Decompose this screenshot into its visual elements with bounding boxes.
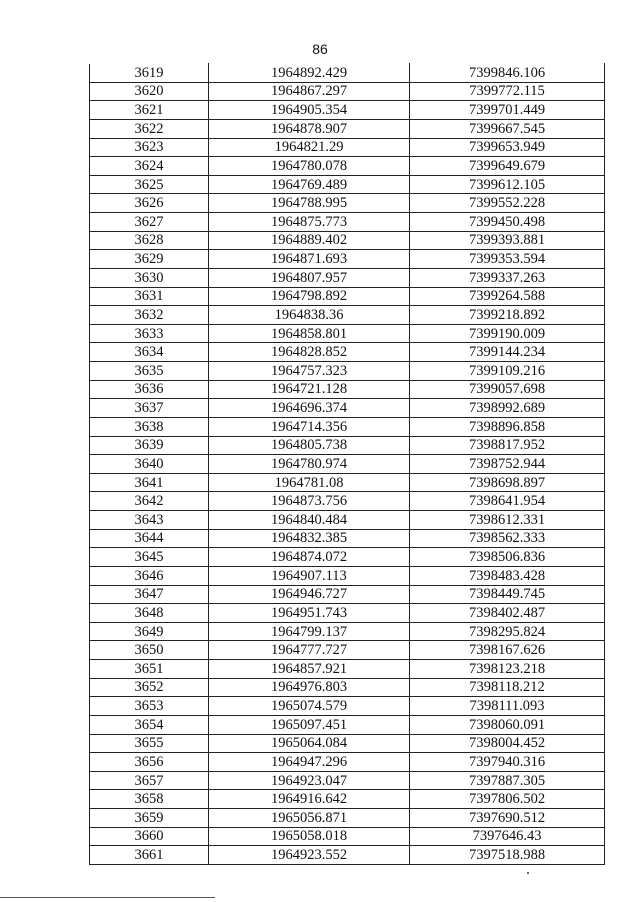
x-coordinate-cell: 1964798.892 <box>209 287 410 306</box>
table-row <box>90 343 605 362</box>
y-coordinate-cell: 7398698.897 <box>410 473 605 492</box>
y-coordinate-cell: 7398896.858 <box>410 417 605 436</box>
x-coordinate-cell: 1964946.727 <box>209 585 410 604</box>
point-number-cell: 3637 <box>90 399 209 418</box>
y-coordinate-cell: 7397940.316 <box>410 753 605 772</box>
x-coordinate-cell: 1964838.36 <box>209 306 410 325</box>
y-coordinate-cell: 7399264.588 <box>410 287 605 306</box>
x-coordinate-cell: 1964807.957 <box>209 268 410 287</box>
x-coordinate-cell: 1964867.297 <box>209 82 410 101</box>
table-row <box>90 380 605 399</box>
y-coordinate-cell: 7398167.626 <box>410 641 605 660</box>
y-coordinate-cell: 7397518.988 <box>410 846 605 865</box>
table-row <box>90 138 605 157</box>
table-row <box>90 809 605 828</box>
table-row <box>90 734 605 753</box>
x-coordinate-cell: 1965064.084 <box>209 734 410 753</box>
point-number-cell: 3655 <box>90 734 209 753</box>
x-coordinate-cell: 1964781.08 <box>209 473 410 492</box>
point-number-cell: 3645 <box>90 548 209 567</box>
x-coordinate-cell: 1964916.642 <box>209 790 410 809</box>
x-coordinate-cell: 1964875.773 <box>209 213 410 232</box>
point-number-cell: 3620 <box>90 82 209 101</box>
x-coordinate-cell: 1964878.907 <box>209 119 410 138</box>
coordinates-table-body <box>90 64 605 865</box>
table-row <box>90 660 605 679</box>
point-number-cell: 3623 <box>90 138 209 157</box>
y-coordinate-cell: 7399337.263 <box>410 268 605 287</box>
point-number-cell: 3657 <box>90 771 209 790</box>
table-row <box>90 119 605 138</box>
table-row <box>90 306 605 325</box>
x-coordinate-cell: 1964757.323 <box>209 362 410 381</box>
x-coordinate-cell: 1964874.072 <box>209 548 410 567</box>
table-row <box>90 287 605 306</box>
table-row <box>90 846 605 865</box>
point-number-cell: 3647 <box>90 585 209 604</box>
table-row <box>90 697 605 716</box>
x-coordinate-cell: 1964828.852 <box>209 343 410 362</box>
point-number-cell: 3633 <box>90 324 209 343</box>
x-coordinate-cell: 1964840.484 <box>209 511 410 530</box>
x-coordinate-cell: 1964892.429 <box>209 64 410 83</box>
table-row <box>90 771 605 790</box>
y-coordinate-cell: 7399649.679 <box>410 157 605 176</box>
table-row <box>90 455 605 474</box>
table-row <box>90 827 605 846</box>
y-coordinate-cell: 7397806.502 <box>410 790 605 809</box>
point-number-cell: 3653 <box>90 697 209 716</box>
x-coordinate-cell: 1964871.693 <box>209 250 410 269</box>
point-number-cell: 3659 <box>90 809 209 828</box>
x-coordinate-cell: 1965097.451 <box>209 715 410 734</box>
x-coordinate-cell: 1964821.29 <box>209 138 410 157</box>
table-row <box>90 529 605 548</box>
footer-rule <box>0 897 215 898</box>
point-number-cell: 3629 <box>90 250 209 269</box>
x-coordinate-cell: 1964905.354 <box>209 101 410 120</box>
table-row <box>90 417 605 436</box>
table-row <box>90 604 605 623</box>
point-number-cell: 3661 <box>90 846 209 865</box>
x-coordinate-cell: 1964769.489 <box>209 175 410 194</box>
point-number-cell: 3646 <box>90 566 209 585</box>
point-number-cell: 3652 <box>90 678 209 697</box>
y-coordinate-cell: 7399846.106 <box>410 64 605 83</box>
scan-speck <box>527 872 529 874</box>
table-row <box>90 157 605 176</box>
table-row <box>90 362 605 381</box>
point-number-cell: 3631 <box>90 287 209 306</box>
table-row <box>90 175 605 194</box>
y-coordinate-cell: 7398483.428 <box>410 566 605 585</box>
y-coordinate-cell: 7399667.545 <box>410 119 605 138</box>
y-coordinate-cell: 7399109.216 <box>410 362 605 381</box>
table-row <box>90 548 605 567</box>
table-row <box>90 641 605 660</box>
x-coordinate-cell: 1964976.803 <box>209 678 410 697</box>
x-coordinate-cell: 1964857.921 <box>209 660 410 679</box>
x-coordinate-cell: 1964947.296 <box>209 753 410 772</box>
x-coordinate-cell: 1964858.801 <box>209 324 410 343</box>
x-coordinate-cell: 1964923.552 <box>209 846 410 865</box>
point-number-cell: 3628 <box>90 231 209 250</box>
table-row <box>90 753 605 772</box>
y-coordinate-cell: 7398562.333 <box>410 529 605 548</box>
point-number-cell: 3639 <box>90 436 209 455</box>
y-coordinate-cell: 7399057.698 <box>410 380 605 399</box>
table-row <box>90 399 605 418</box>
table-row <box>90 436 605 455</box>
y-coordinate-cell: 7398004.452 <box>410 734 605 753</box>
point-number-cell: 3654 <box>90 715 209 734</box>
table-row <box>90 473 605 492</box>
y-coordinate-cell: 7397887.305 <box>410 771 605 790</box>
table-row <box>90 231 605 250</box>
point-number-cell: 3651 <box>90 660 209 679</box>
y-coordinate-cell: 7399218.892 <box>410 306 605 325</box>
point-number-cell: 3634 <box>90 343 209 362</box>
x-coordinate-cell: 1964780.974 <box>209 455 410 474</box>
point-number-cell: 3635 <box>90 362 209 381</box>
y-coordinate-cell: 7399772.115 <box>410 82 605 101</box>
point-number-cell: 3636 <box>90 380 209 399</box>
y-coordinate-cell: 7399144.234 <box>410 343 605 362</box>
page-number: 86 <box>312 41 328 57</box>
y-coordinate-cell: 7399190.009 <box>410 324 605 343</box>
table-row <box>90 678 605 697</box>
y-coordinate-cell: 7397646.43 <box>410 827 605 846</box>
y-coordinate-cell: 7398752.944 <box>410 455 605 474</box>
point-number-cell: 3660 <box>90 827 209 846</box>
point-number-cell: 3626 <box>90 194 209 213</box>
point-number-cell: 3630 <box>90 268 209 287</box>
x-coordinate-cell: 1964799.137 <box>209 622 410 641</box>
y-coordinate-cell: 7398295.824 <box>410 622 605 641</box>
point-number-cell: 3638 <box>90 417 209 436</box>
y-coordinate-cell: 7398641.954 <box>410 492 605 511</box>
point-number-cell: 3644 <box>90 529 209 548</box>
x-coordinate-cell: 1964714.356 <box>209 417 410 436</box>
x-coordinate-cell: 1964951.743 <box>209 604 410 623</box>
y-coordinate-cell: 7399353.594 <box>410 250 605 269</box>
point-number-cell: 3641 <box>90 473 209 492</box>
table-row <box>90 790 605 809</box>
point-number-cell: 3643 <box>90 511 209 530</box>
y-coordinate-cell: 7399450.498 <box>410 213 605 232</box>
point-number-cell: 3656 <box>90 753 209 772</box>
y-coordinate-cell: 7398060.091 <box>410 715 605 734</box>
point-number-cell: 3658 <box>90 790 209 809</box>
y-coordinate-cell: 7399552.228 <box>410 194 605 213</box>
x-coordinate-cell: 1965074.579 <box>209 697 410 716</box>
point-number-cell: 3625 <box>90 175 209 194</box>
coordinates-table <box>89 63 605 865</box>
x-coordinate-cell: 1965056.871 <box>209 809 410 828</box>
x-coordinate-cell: 1964907.113 <box>209 566 410 585</box>
y-coordinate-cell: 7398111.093 <box>410 697 605 716</box>
y-coordinate-cell: 7398817.952 <box>410 436 605 455</box>
y-coordinate-cell: 7399701.449 <box>410 101 605 120</box>
y-coordinate-cell: 7398449.745 <box>410 585 605 604</box>
table-row <box>90 566 605 585</box>
x-coordinate-cell: 1964805.738 <box>209 436 410 455</box>
y-coordinate-cell: 7399653.949 <box>410 138 605 157</box>
table-row <box>90 101 605 120</box>
table-row <box>90 492 605 511</box>
table-row <box>90 194 605 213</box>
x-coordinate-cell: 1964780.078 <box>209 157 410 176</box>
table-row <box>90 250 605 269</box>
point-number-cell: 3648 <box>90 604 209 623</box>
x-coordinate-cell: 1964788.995 <box>209 194 410 213</box>
x-coordinate-cell: 1964873.756 <box>209 492 410 511</box>
y-coordinate-cell: 7399393.881 <box>410 231 605 250</box>
x-coordinate-cell: 1964832.385 <box>209 529 410 548</box>
point-number-cell: 3622 <box>90 119 209 138</box>
x-coordinate-cell: 1964721.128 <box>209 380 410 399</box>
y-coordinate-cell: 7398402.487 <box>410 604 605 623</box>
y-coordinate-cell: 7398123.218 <box>410 660 605 679</box>
table-row <box>90 268 605 287</box>
point-number-cell: 3621 <box>90 101 209 120</box>
table-row <box>90 213 605 232</box>
table-row <box>90 82 605 101</box>
table-row <box>90 324 605 343</box>
point-number-cell: 3632 <box>90 306 209 325</box>
point-number-cell: 3640 <box>90 455 209 474</box>
table-row <box>90 64 605 83</box>
point-number-cell: 3650 <box>90 641 209 660</box>
x-coordinate-cell: 1964696.374 <box>209 399 410 418</box>
table-row <box>90 715 605 734</box>
table-row <box>90 511 605 530</box>
y-coordinate-cell: 7398992.689 <box>410 399 605 418</box>
y-coordinate-cell: 7399612.105 <box>410 175 605 194</box>
x-coordinate-cell: 1965058.018 <box>209 827 410 846</box>
point-number-cell: 3619 <box>90 64 209 83</box>
x-coordinate-cell: 1964777.727 <box>209 641 410 660</box>
table-row <box>90 622 605 641</box>
table-row <box>90 585 605 604</box>
y-coordinate-cell: 7398612.331 <box>410 511 605 530</box>
y-coordinate-cell: 7398506.836 <box>410 548 605 567</box>
point-number-cell: 3627 <box>90 213 209 232</box>
x-coordinate-cell: 1964889.402 <box>209 231 410 250</box>
y-coordinate-cell: 7397690.512 <box>410 809 605 828</box>
point-number-cell: 3642 <box>90 492 209 511</box>
point-number-cell: 3624 <box>90 157 209 176</box>
point-number-cell: 3649 <box>90 622 209 641</box>
y-coordinate-cell: 7398118.212 <box>410 678 605 697</box>
x-coordinate-cell: 1964923.047 <box>209 771 410 790</box>
